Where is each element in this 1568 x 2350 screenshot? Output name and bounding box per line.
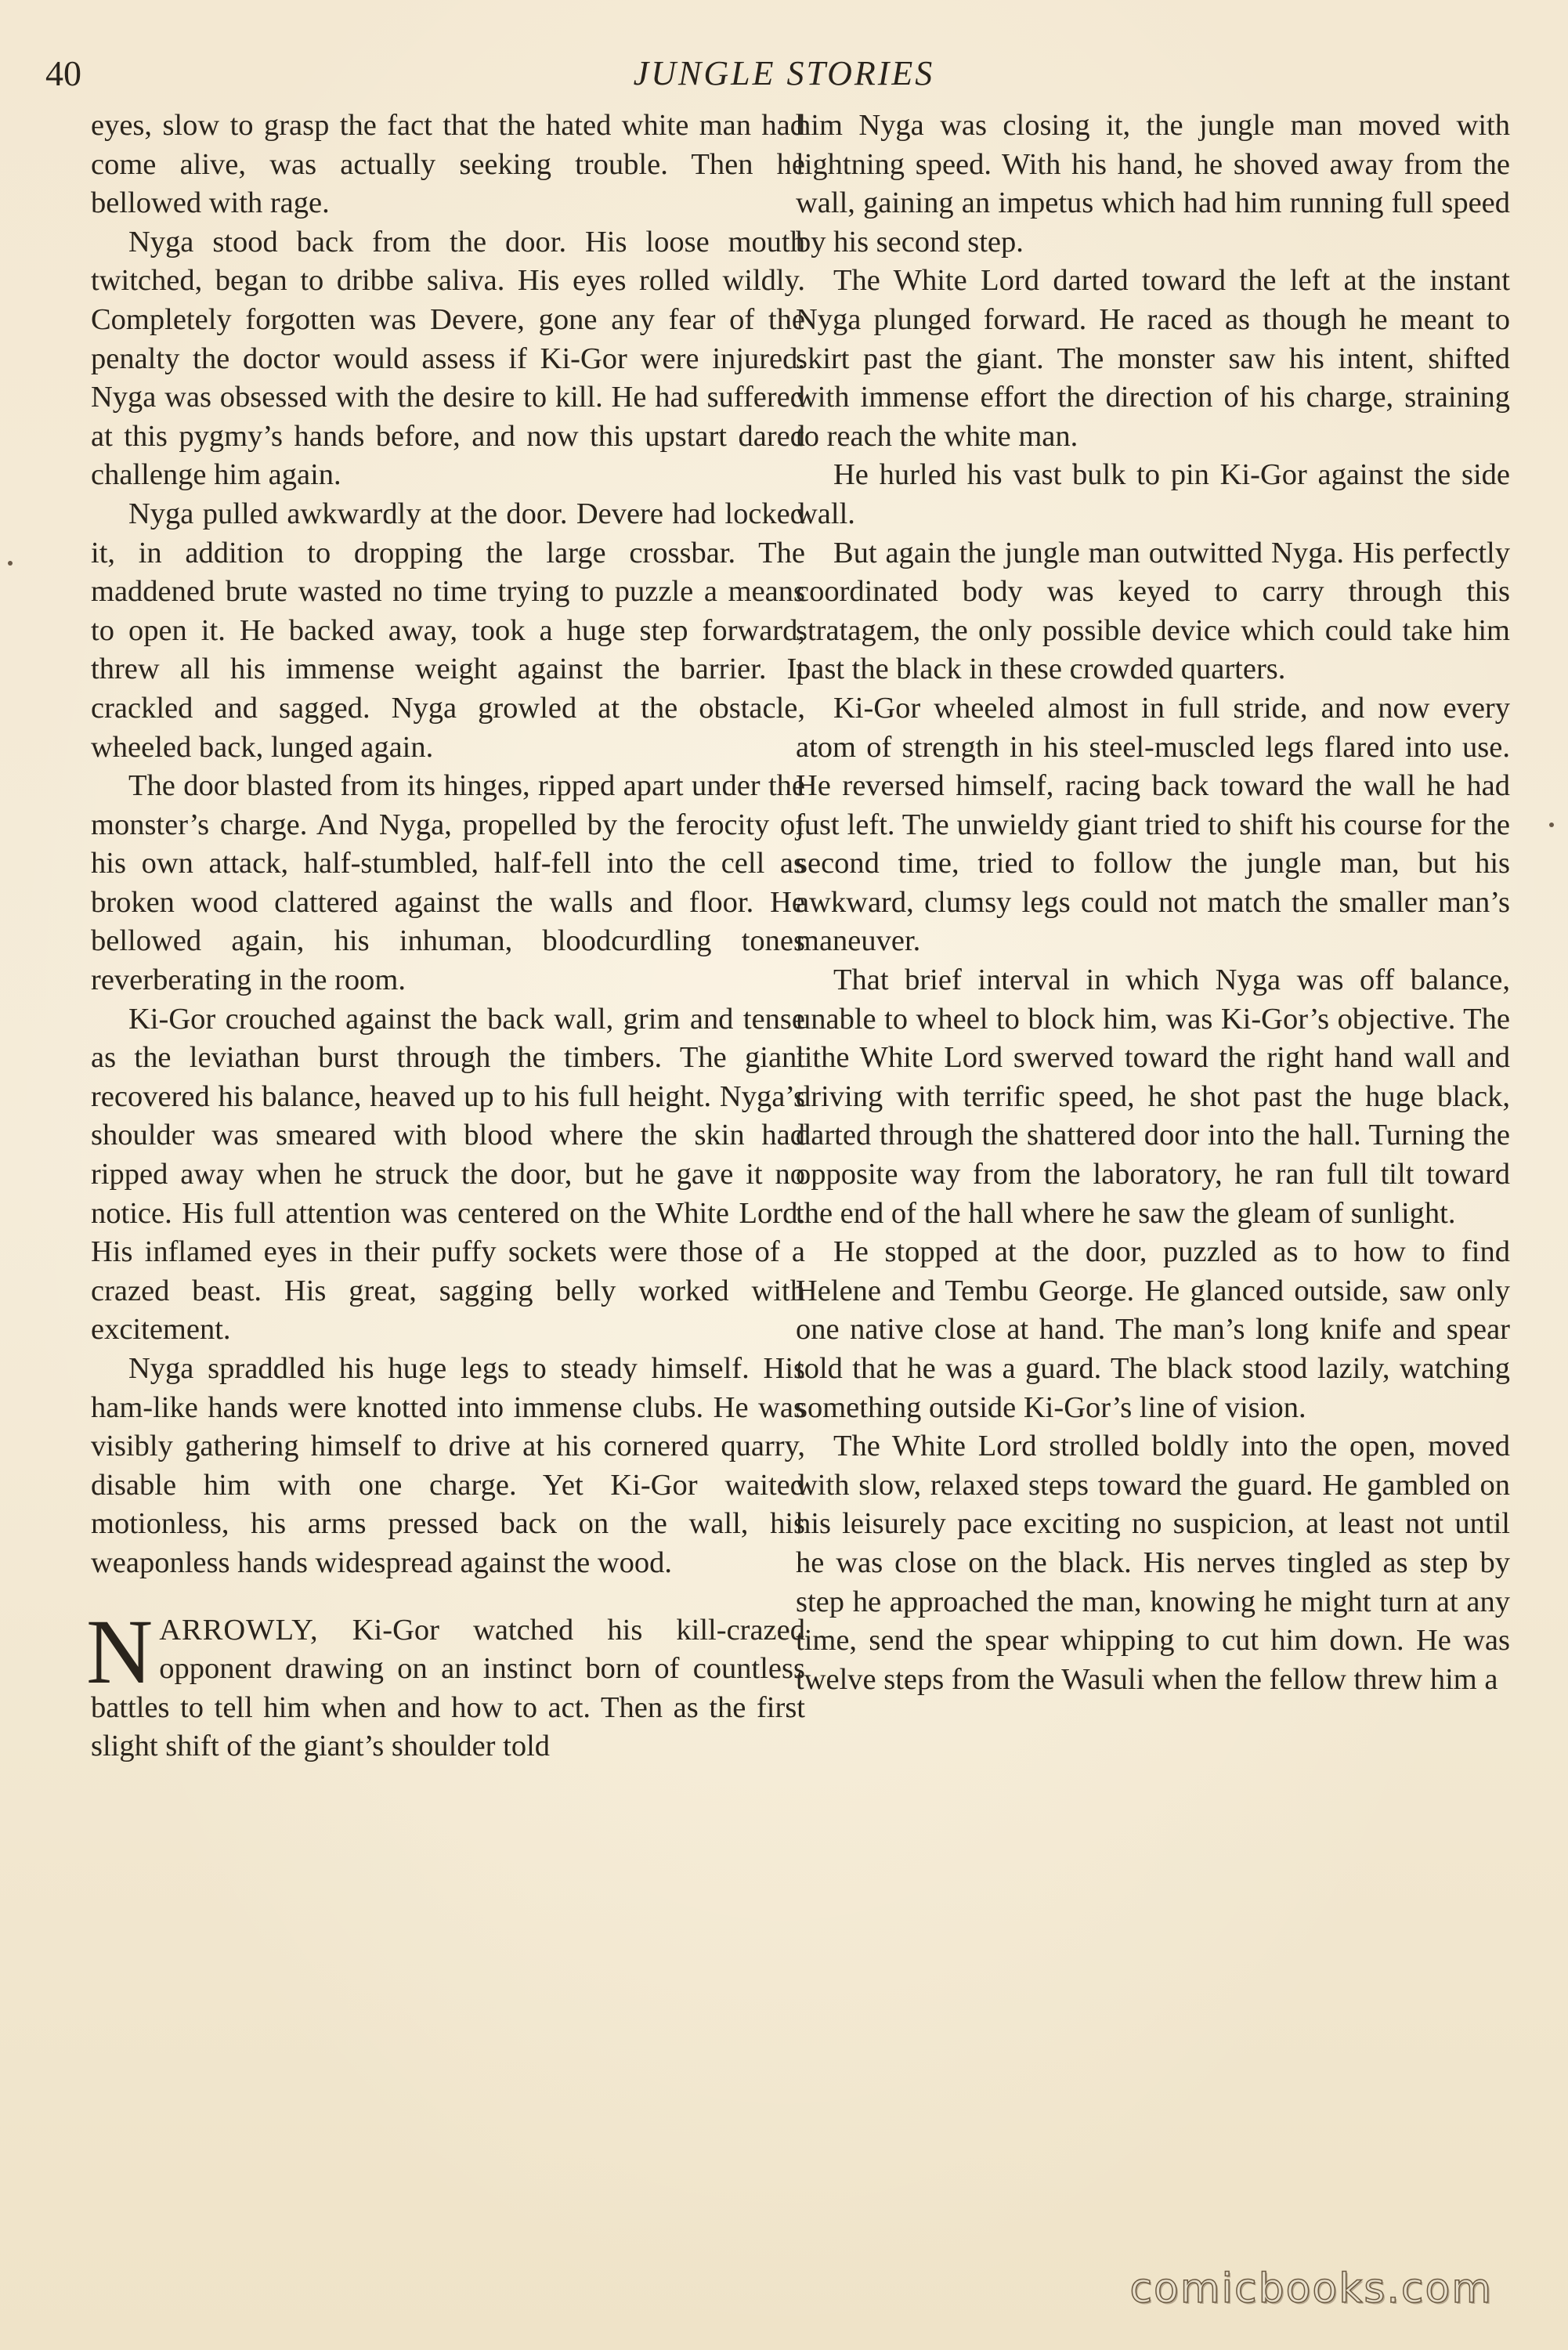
- paragraph: But again the jungle man outwitted Nyga. His perfectly coordinated body was keyed to carry through this stratagem, the only possible device which could take him past the black in these crowded quarters.: [796, 536, 1510, 686]
- paragraph: him Nyga was closing it, the jungle man moved with lightning speed. With his hand, he shoved away from the wall, gaining an impetus which had him running full speed by his second step.: [796, 109, 1510, 258]
- paragraph: Ki-Gor crouched against the back wall, grim and tense as the leviathan burst through the timbers. The giant recovered his balance, heaved up to his full height. Nyga’s shoulder was smeared with blood where the skin had ripped away when he struck the door, but he gave it no notice. His full attention was centered on the White Lord. His inflamed eyes in their puffy sockets were those of a crazed beast. His great, sagging belly worked with excitement.: [91, 1002, 805, 1347]
- print-speck: [1549, 822, 1554, 827]
- paragraph: The White Lord darted toward the left at the instant Nyga plunged forward. He raced as though he meant to skirt past the giant. The monster saw his intent, shifted with immense effort the direction of his charge, straining to reach the white man.: [796, 264, 1510, 453]
- page-header: [0, 50, 1568, 97]
- paragraph: He hurled his vast bulk to pin Ki-Gor against the side wall.: [796, 458, 1510, 530]
- lead-in-caps: ARROWLY,: [159, 1613, 319, 1647]
- paragraph: Nyga pulled awkwardly at the door. Devere had locked it, in addition to dropping the large crossbar. The maddened brute wasted no time trying to puzzle a means to open it. He backed away, took a huge step forward, threw all his immense weight against the barrier. It crackled and sagged. Nyga growled at the obstacle, wheeled back, lunged again.: [91, 497, 805, 764]
- paragraph: Nyga stood back from the door. His loose mouth twitched, began to dribbe saliva. His eyes rolled wildly. Completely forgotten was Devere, gone any fear of the penalty the doctor would assess if Ki-Gor were injured. Nyga was obsessed with the desire to kill. He had suffered at this pygmy’s hands before, and now this upstart dared challenge him again.: [91, 225, 805, 492]
- right-column: [796, 107, 1510, 1699]
- watermark-logo: comicbooks.com: [1129, 2265, 1493, 2312]
- page-number: 40: [45, 53, 81, 93]
- paragraph: The White Lord strolled boldly into the open, moved with slow, relaxed steps toward the guard. He gambled on his leisurely pace exciting no suspicion, at least not until he was close on the black. His nerves tingled as step by step he approached the man, knowing he might turn at any time, send the spear whipping to cut him down. He was twelve steps from the Wasuli when the fellow threw him a: [796, 1430, 1510, 1696]
- print-speck: [8, 561, 13, 566]
- drop-cap: N: [86, 1600, 154, 1703]
- paragraph: He stopped at the door, puzzled as to how to find Helene and Tembu George. He glanced outside, saw only one native close at hand. The man’s long knife and spear told that he was a guard. The black stood lazily, watching something outside Ki-Gor’s line of vision.: [796, 1235, 1510, 1424]
- paragraph: Nyga spraddled his huge legs to steady himself. His ham-like hands were knotted into immense clubs. He was visibly gathering himself to drive at his cornered quarry, disable him with one charge. Yet Ki-Gor waited motionless, his arms pressed back on the wall, his weaponless hands widespread against the wood.: [91, 1352, 805, 1579]
- dropcap-paragraph: [86, 1600, 805, 1766]
- paragraph: The door blasted from its hinges, ripped apart under the monster’s charge. And Nyga, propelled by the ferocity of his own attack, half-stumbled, half-fell into the cell as broken wood clattered against the walls and floor. He bellowed again, his inhuman, bloodcurdling tones reverberating in the room.: [91, 769, 805, 997]
- running-title: JUNGLE STORIES: [633, 54, 935, 92]
- paragraph: eyes, slow to grasp the fact that the hated white man had come alive, was actually seeking trouble. Then he bellowed with rage.: [91, 109, 805, 220]
- paragraph: Ki-Gor wheeled almost in full stride, and now every atom of strength in his steel-muscled legs flared into use. He reversed himself, racing back toward the wall he had just left. The unwieldy giant tried to shift his course for the second time, tried to follow the jungle man, but his awkward, clumsy legs could not match the smaller man’s maneuver.: [796, 691, 1510, 958]
- paragraph-text: Ki-Gor watched his kill-crazed opponent drawing on an instinct born of countless battles to tell him when and how to act. Then as the first slight shift of the giant’s shoulder told: [91, 1613, 805, 1763]
- left-column: [86, 107, 805, 1766]
- paragraph: That brief interval in which Nyga was off balance, unable to wheel to block him, was Ki-Gor’s objective. The lithe White Lord swerved toward the right hand wall and driving with terrific speed, he shot past the huge black, darted through the shattered door into the hall. Turning the opposite way from the laboratory, he ran full tilt toward the end of the hall where he saw the gleam of sunlight.: [796, 964, 1510, 1230]
